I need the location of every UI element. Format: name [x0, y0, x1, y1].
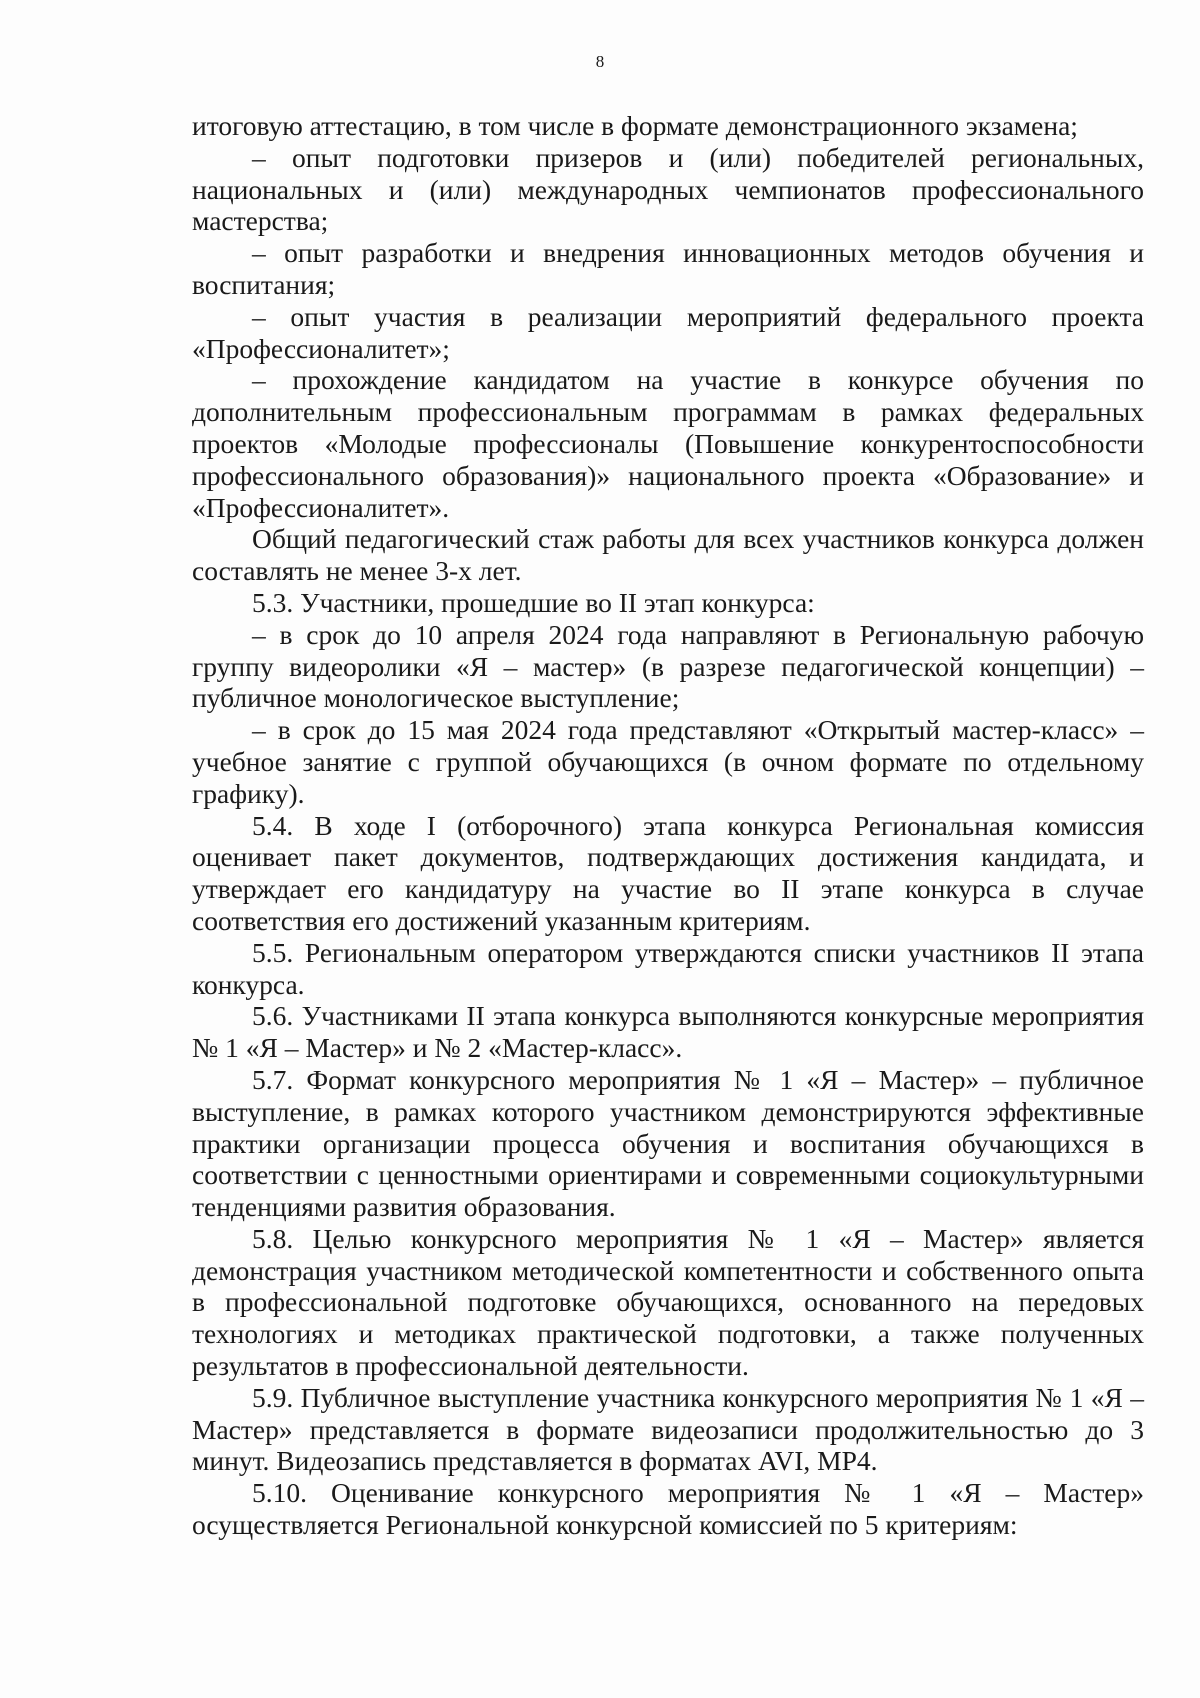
clause-5-6: 5.6. Участниками II этапа конкурса выполняются конкурсные мероприятия № 1 «Я – Мастер» и № 2 «Мастер-класс». [192, 1000, 1144, 1064]
clause-5-5: 5.5. Региональным оператором утверждаются списки участников II этапа конкурса. [192, 936, 1144, 1000]
list-item-training-completion: – прохождение кандидатом на участие в конкурсе обучения по дополнительным профессиональным программам в рамках федеральных проектов «Молодые профессионалы (Повышение конкурентоспособности профессионального образования)» национального проекта «Образование» и «Профессионалитет». [192, 364, 1144, 523]
clause-5-4: 5.4. В ходе I (отборочного) этапа конкурса Региональная комиссия оценивает пакет документов, подтверждающих достижения кандидата, и утверждает его кандидатуру на участие во II этапе конкурса в случае соответствия его достижений указанным критериям. [192, 809, 1144, 936]
document-body [192, 110, 1144, 1541]
list-item-video-deadline: – в срок до 10 апреля 2024 года направляют в Региональную рабочую группу видеоролики «Я – мастер» (в разрезе педагогической концепции) – публичное монологическое выступление; [192, 618, 1144, 714]
clause-5-10: 5.10. Оценивание конкурсного мероприятия № 1 «Я – Мастер» осуществляется Региональной конкурсной комиссией по 5 критериям: [192, 1477, 1144, 1541]
list-item-masterclass-deadline: – в срок до 15 мая 2024 года представляют «Открытый мастер-класс» – учебное занятие с группой обучающихся (в очном формате по отдельному графику). [192, 714, 1144, 809]
clause-5-9: 5.9. Публичное выступление участника конкурсного мероприятия № 1 «Я – Мастер» представляется в формате видеозаписи продолжительностью до 3 минут. Видеозапись представляется в форматах AVI, MP4. [192, 1381, 1144, 1477]
list-item-champions-experience: – опыт подготовки призеров и (или) победителей региональных, национальных и (или) международных чемпионатов профессионального мастерства; [192, 141, 1144, 237]
clause-5-3: 5.3. Участники, прошедшие во II этап конкурса: [252, 586, 815, 618]
paragraph-continuation: итоговую аттестацию, в том числе в формате демонстрационного экзамена; [192, 110, 1078, 141]
clause-5-8: 5.8. Целью конкурсного мероприятия № 1 «Я – Мастер» является демонстрация участником методической компетентности и собственного опыта в профессиональной подготовке обучающихся, основанного на передовых технологиях и методиках практической подготовки, а также полученных результатов в профессиональной деятельности. [192, 1222, 1144, 1382]
page-number: 8 [595, 52, 605, 71]
paragraph-teaching-experience: Общий педагогический стаж работы для всех участников конкурса должен составлять не менее 3-х лет. [192, 523, 1144, 587]
list-item-professionalitet-experience: – опыт участия в реализации мероприятий федерального проекта «Профессионалитет»; [192, 300, 1144, 364]
clause-5-7: 5.7. Формат конкурсного мероприятия № 1 «Я – Мастер» – публичное выступление, в рамках которого участником демонстрируются эффективные практики организации процесса обучения и воспитания обучающихся в соответствии с ценностными ориентирами и современными социокультурными тенденциями развития образования. [192, 1063, 1144, 1223]
list-item-innovation-experience: – опыт разработки и внедрения инновационных методов обучения и воспитания; [192, 237, 1144, 300]
